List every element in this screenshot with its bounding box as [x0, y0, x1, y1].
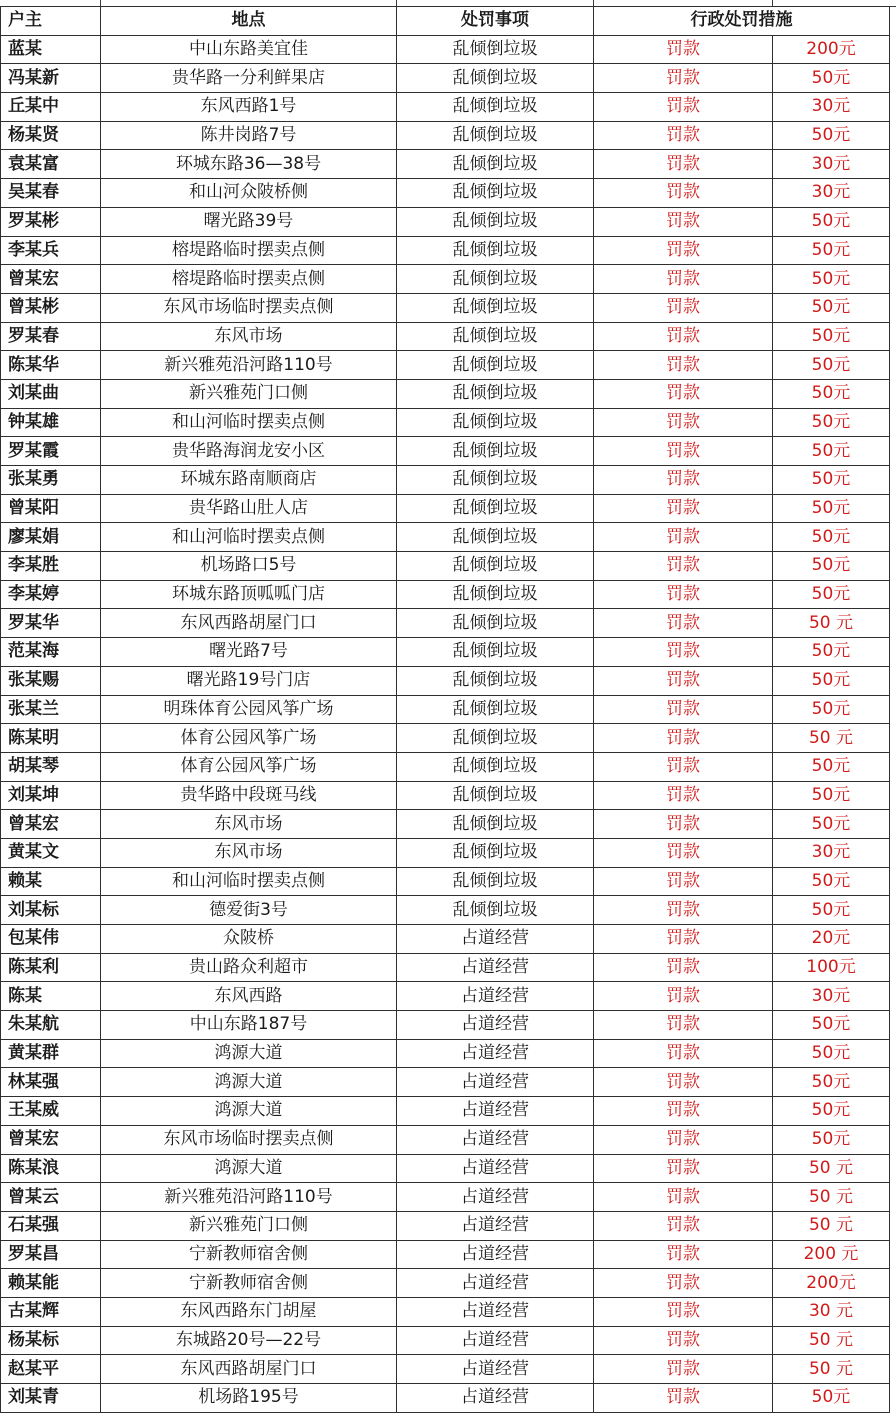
- cell-location[interactable]: 环城东路南顺商店: [101, 466, 397, 495]
- cell-violation[interactable]: 占道经营: [397, 1211, 594, 1240]
- cell-amount[interactable]: 50元: [773, 1384, 890, 1413]
- cell-action[interactable]: 罚款: [594, 896, 773, 925]
- cell-violation[interactable]: 乱倾倒垃圾: [397, 121, 594, 150]
- cell-location[interactable]: 贵华路山肚人店: [101, 494, 397, 523]
- header-location[interactable]: 地点: [101, 7, 397, 36]
- cell-amount[interactable]: 50元: [773, 580, 890, 609]
- cell-action[interactable]: 罚款: [594, 150, 773, 179]
- cell-amount[interactable]: 50元: [773, 64, 890, 93]
- cell-violation[interactable]: 占道经营: [397, 1039, 594, 1068]
- cell-amount[interactable]: 50 元: [773, 1355, 890, 1384]
- cell-location[interactable]: 鸿源大道: [101, 1039, 397, 1068]
- cell-location[interactable]: 东风西路东门胡屋: [101, 1297, 397, 1326]
- cell-name[interactable]: 范某海: [1, 638, 101, 667]
- cell-action[interactable]: 罚款: [594, 1125, 773, 1154]
- cell-violation[interactable]: 乱倾倒垃圾: [397, 896, 594, 925]
- cell-amount[interactable]: 50 元: [773, 1211, 890, 1240]
- cell-violation[interactable]: 乱倾倒垃圾: [397, 609, 594, 638]
- cell-violation[interactable]: 乱倾倒垃圾: [397, 150, 594, 179]
- cell-violation[interactable]: 乱倾倒垃圾: [397, 265, 594, 294]
- cell-location[interactable]: 中山东路美宜佳: [101, 35, 397, 64]
- cell-action[interactable]: 罚款: [594, 408, 773, 437]
- table-row: [1, 666, 890, 695]
- cell-name[interactable]: 杨某标: [1, 1326, 101, 1355]
- cell-amount[interactable]: 50 元: [773, 609, 890, 638]
- cell-location[interactable]: 陈井岗路7号: [101, 121, 397, 150]
- cell-location[interactable]: 环城东路36—38号: [101, 150, 397, 179]
- table-row: [1, 1068, 890, 1097]
- cell-location[interactable]: 东风市场临时摆卖点侧: [101, 293, 397, 322]
- table-row: [1, 236, 890, 265]
- table-row: [1, 810, 890, 839]
- table-row: [1, 925, 890, 954]
- table-row: [1, 1240, 890, 1269]
- table-row: [1, 1355, 890, 1384]
- cell-location[interactable]: 环城东路顶呱呱门店: [101, 580, 397, 609]
- cell-location[interactable]: 曙光路19号门店: [101, 666, 397, 695]
- cell-violation[interactable]: 乱倾倒垃圾: [397, 752, 594, 781]
- table-row: [1, 953, 890, 982]
- cell-action[interactable]: 罚款: [594, 752, 773, 781]
- cell-name[interactable]: 李某兵: [1, 236, 101, 265]
- table-row: [1, 867, 890, 896]
- cell-violation[interactable]: 占道经营: [397, 1125, 594, 1154]
- penalty-table: [0, 6, 890, 1413]
- table-row: [1, 1384, 890, 1413]
- table-row: [1, 265, 890, 294]
- cell-action[interactable]: 罚款: [594, 638, 773, 667]
- cell-action[interactable]: 罚款: [594, 179, 773, 208]
- cell-location[interactable]: 贵华路中段斑马线: [101, 781, 397, 810]
- cell-violation[interactable]: 占道经营: [397, 1011, 594, 1040]
- cell-name[interactable]: 杨某贤: [1, 121, 101, 150]
- cell-amount[interactable]: 50元: [773, 351, 890, 380]
- cell-amount[interactable]: 50元: [773, 781, 890, 810]
- cell-name[interactable]: 石某强: [1, 1211, 101, 1240]
- cell-amount[interactable]: 50元: [773, 666, 890, 695]
- cell-violation[interactable]: 乱倾倒垃圾: [397, 523, 594, 552]
- cell-action[interactable]: 罚款: [594, 293, 773, 322]
- table-row: [1, 1097, 890, 1126]
- table-row: [1, 1154, 890, 1183]
- cell-action[interactable]: 罚款: [594, 1240, 773, 1269]
- cell-amount[interactable]: 100元: [773, 953, 890, 982]
- cell-action[interactable]: 罚款: [594, 1355, 773, 1384]
- cell-violation[interactable]: 乱倾倒垃圾: [397, 781, 594, 810]
- cell-name[interactable]: 朱某航: [1, 1011, 101, 1040]
- cell-amount[interactable]: 50元: [773, 322, 890, 351]
- cell-amount[interactable]: 30元: [773, 982, 890, 1011]
- header-violation[interactable]: 处罚事项: [397, 7, 594, 36]
- cell-violation[interactable]: 乱倾倒垃圾: [397, 93, 594, 122]
- table-row: [1, 408, 890, 437]
- cell-action[interactable]: 罚款: [594, 64, 773, 93]
- cell-amount[interactable]: 50元: [773, 207, 890, 236]
- cell-amount[interactable]: 50 元: [773, 724, 890, 753]
- cell-action[interactable]: 罚款: [594, 35, 773, 64]
- cell-location[interactable]: 榕堤路临时摆卖点侧: [101, 265, 397, 294]
- cell-location[interactable]: 鸿源大道: [101, 1154, 397, 1183]
- cell-action[interactable]: 罚款: [594, 982, 773, 1011]
- cell-amount[interactable]: 50元: [773, 1125, 890, 1154]
- table-row: [1, 838, 890, 867]
- cell-action[interactable]: 罚款: [594, 1384, 773, 1413]
- cell-name[interactable]: 古某辉: [1, 1297, 101, 1326]
- cell-amount[interactable]: 50元: [773, 494, 890, 523]
- cell-action[interactable]: 罚款: [594, 1154, 773, 1183]
- cell-action[interactable]: 罚款: [594, 1326, 773, 1355]
- table-row: [1, 552, 890, 581]
- cell-name[interactable]: 赖某能: [1, 1269, 101, 1298]
- cell-action[interactable]: 罚款: [594, 609, 773, 638]
- table-row: [1, 982, 890, 1011]
- cell-name[interactable]: 赖某: [1, 867, 101, 896]
- cell-name[interactable]: 曾某宏: [1, 810, 101, 839]
- cell-violation[interactable]: 乱倾倒垃圾: [397, 580, 594, 609]
- cell-location[interactable]: 东风西路胡屋门口: [101, 1355, 397, 1384]
- cell-name[interactable]: 罗某霞: [1, 437, 101, 466]
- cell-action[interactable]: 罚款: [594, 810, 773, 839]
- cell-amount[interactable]: 200 元: [773, 1240, 890, 1269]
- cell-location[interactable]: 和山河临时摆卖点侧: [101, 408, 397, 437]
- cell-name[interactable]: 刘某标: [1, 896, 101, 925]
- cell-action[interactable]: 罚款: [594, 552, 773, 581]
- table-row: [1, 1039, 890, 1068]
- cell-location[interactable]: 体育公园风筝广场: [101, 724, 397, 753]
- cell-location[interactable]: 新兴雅苑门口侧: [101, 379, 397, 408]
- cell-action[interactable]: 罚款: [594, 379, 773, 408]
- table-row: [1, 580, 890, 609]
- cell-violation[interactable]: 占道经营: [397, 1240, 594, 1269]
- table-row: [1, 150, 890, 179]
- cell-amount[interactable]: 30 元: [773, 1297, 890, 1326]
- cell-name[interactable]: 吴某春: [1, 179, 101, 208]
- cell-amount[interactable]: 50元: [773, 1039, 890, 1068]
- cell-amount[interactable]: 30元: [773, 179, 890, 208]
- table-row: [1, 638, 890, 667]
- table-row: [1, 293, 890, 322]
- table-row: [1, 179, 890, 208]
- cell-action[interactable]: 罚款: [594, 925, 773, 954]
- cell-violation[interactable]: 占道经营: [397, 925, 594, 954]
- cell-name[interactable]: 曾某阳: [1, 494, 101, 523]
- cell-name[interactable]: 包某伟: [1, 925, 101, 954]
- cell-name[interactable]: 张某勇: [1, 466, 101, 495]
- cell-action[interactable]: 罚款: [594, 1097, 773, 1126]
- header-measure[interactable]: 行政处罚措施: [594, 7, 890, 36]
- cell-amount[interactable]: 50元: [773, 408, 890, 437]
- table-row: [1, 466, 890, 495]
- cell-amount[interactable]: 200元: [773, 1269, 890, 1298]
- cell-amount[interactable]: 50元: [773, 437, 890, 466]
- cell-amount[interactable]: 50元: [773, 236, 890, 265]
- table-row: [1, 351, 890, 380]
- table-row: [1, 609, 890, 638]
- cell-violation[interactable]: 乱倾倒垃圾: [397, 64, 594, 93]
- cell-location[interactable]: 中山东路187号: [101, 1011, 397, 1040]
- table-row: [1, 494, 890, 523]
- cell-violation[interactable]: 占道经营: [397, 1068, 594, 1097]
- table-body: [1, 35, 890, 1412]
- cell-location[interactable]: 新兴雅苑门口侧: [101, 1211, 397, 1240]
- cell-action[interactable]: 罚款: [594, 1183, 773, 1212]
- cell-location[interactable]: 新兴雅苑沿河路110号: [101, 351, 397, 380]
- cell-action[interactable]: 罚款: [594, 93, 773, 122]
- cell-name[interactable]: 王某威: [1, 1097, 101, 1126]
- cell-location[interactable]: 榕堤路临时摆卖点侧: [101, 236, 397, 265]
- cell-amount[interactable]: 50元: [773, 1097, 890, 1126]
- cell-action[interactable]: 罚款: [594, 494, 773, 523]
- cell-location[interactable]: 贵华路一分利鲜果店: [101, 64, 397, 93]
- table-row: [1, 896, 890, 925]
- cell-location[interactable]: 众陂桥: [101, 925, 397, 954]
- cell-action[interactable]: 罚款: [594, 1011, 773, 1040]
- cell-violation[interactable]: 乱倾倒垃圾: [397, 408, 594, 437]
- table-row: [1, 1125, 890, 1154]
- cell-amount[interactable]: 200元: [773, 35, 890, 64]
- cell-amount[interactable]: 50元: [773, 293, 890, 322]
- table-row: [1, 379, 890, 408]
- cell-action[interactable]: 罚款: [594, 695, 773, 724]
- cell-amount[interactable]: 50 元: [773, 1183, 890, 1212]
- cell-violation[interactable]: 乱倾倒垃圾: [397, 437, 594, 466]
- table-row: [1, 724, 890, 753]
- cell-location[interactable]: 东风西路: [101, 982, 397, 1011]
- cell-location[interactable]: 东风市场: [101, 810, 397, 839]
- cell-location[interactable]: 德爱街3号: [101, 896, 397, 925]
- cell-amount[interactable]: 50元: [773, 379, 890, 408]
- cell-location[interactable]: 新兴雅苑沿河路110号: [101, 1183, 397, 1212]
- cell-name[interactable]: 刘某曲: [1, 379, 101, 408]
- cell-violation[interactable]: 占道经营: [397, 1097, 594, 1126]
- table-row: [1, 93, 890, 122]
- cell-amount[interactable]: 50元: [773, 523, 890, 552]
- cell-name[interactable]: 冯某新: [1, 64, 101, 93]
- cell-name[interactable]: 曾某彬: [1, 293, 101, 322]
- cell-action[interactable]: 罚款: [594, 838, 773, 867]
- cell-violation[interactable]: 乱倾倒垃圾: [397, 35, 594, 64]
- cell-amount[interactable]: 20元: [773, 925, 890, 954]
- cell-name[interactable]: 黄某群: [1, 1039, 101, 1068]
- cell-name[interactable]: 袁某富: [1, 150, 101, 179]
- cell-location[interactable]: 东城路20号—22号: [101, 1326, 397, 1355]
- cell-amount[interactable]: 50元: [773, 466, 890, 495]
- cell-violation[interactable]: 乱倾倒垃圾: [397, 666, 594, 695]
- cell-name[interactable]: 张某兰: [1, 695, 101, 724]
- table-row: [1, 1211, 890, 1240]
- cell-location[interactable]: 鸿源大道: [101, 1097, 397, 1126]
- cell-location[interactable]: 和山河临时摆卖点侧: [101, 867, 397, 896]
- cell-name[interactable]: 罗某春: [1, 322, 101, 351]
- cell-violation[interactable]: 乱倾倒垃圾: [397, 810, 594, 839]
- cell-name[interactable]: 林某强: [1, 1068, 101, 1097]
- cell-violation[interactable]: 乱倾倒垃圾: [397, 466, 594, 495]
- cell-action[interactable]: 罚款: [594, 207, 773, 236]
- cell-action[interactable]: 罚款: [594, 265, 773, 294]
- cell-name[interactable]: 胡某琴: [1, 752, 101, 781]
- cell-amount[interactable]: 50元: [773, 1011, 890, 1040]
- cell-action[interactable]: 罚款: [594, 1068, 773, 1097]
- cell-name[interactable]: 钟某雄: [1, 408, 101, 437]
- cell-action[interactable]: 罚款: [594, 867, 773, 896]
- cell-violation[interactable]: 占道经营: [397, 1384, 594, 1413]
- cell-location[interactable]: 曙光路7号: [101, 638, 397, 667]
- cell-action[interactable]: 罚款: [594, 523, 773, 552]
- cell-violation[interactable]: 乱倾倒垃圾: [397, 207, 594, 236]
- cell-amount[interactable]: 50元: [773, 752, 890, 781]
- cell-amount[interactable]: 30元: [773, 838, 890, 867]
- table-row: [1, 752, 890, 781]
- cell-name[interactable]: 陈某华: [1, 351, 101, 380]
- cell-action[interactable]: 罚款: [594, 580, 773, 609]
- cell-amount[interactable]: 30元: [773, 93, 890, 122]
- cell-name[interactable]: 丘某中: [1, 93, 101, 122]
- cell-violation[interactable]: 乱倾倒垃圾: [397, 351, 594, 380]
- cell-location[interactable]: 东风市场临时摆卖点侧: [101, 1125, 397, 1154]
- cell-name[interactable]: 曾某宏: [1, 265, 101, 294]
- cell-violation[interactable]: 乱倾倒垃圾: [397, 322, 594, 351]
- cell-amount[interactable]: 50元: [773, 265, 890, 294]
- table-row: [1, 1269, 890, 1298]
- cell-violation[interactable]: 乱倾倒垃圾: [397, 179, 594, 208]
- cell-violation[interactable]: 乱倾倒垃圾: [397, 552, 594, 581]
- cell-action[interactable]: 罚款: [594, 351, 773, 380]
- cell-name[interactable]: 李某胜: [1, 552, 101, 581]
- cell-action[interactable]: 罚款: [594, 1039, 773, 1068]
- cell-name[interactable]: 黄某文: [1, 838, 101, 867]
- cell-action[interactable]: 罚款: [594, 466, 773, 495]
- cell-name[interactable]: 陈某明: [1, 724, 101, 753]
- cell-action[interactable]: 罚款: [594, 1211, 773, 1240]
- cell-name[interactable]: 曾某宏: [1, 1125, 101, 1154]
- cell-violation[interactable]: 乱倾倒垃圾: [397, 236, 594, 265]
- cell-action[interactable]: 罚款: [594, 1269, 773, 1298]
- cell-violation[interactable]: 乱倾倒垃圾: [397, 867, 594, 896]
- cell-amount[interactable]: 50元: [773, 121, 890, 150]
- cell-location[interactable]: 东风西路胡屋门口: [101, 609, 397, 638]
- cell-location[interactable]: 曙光路39号: [101, 207, 397, 236]
- table-row: [1, 1011, 890, 1040]
- table-row: [1, 695, 890, 724]
- cell-violation[interactable]: 占道经营: [397, 1154, 594, 1183]
- cell-violation[interactable]: 乱倾倒垃圾: [397, 695, 594, 724]
- cell-violation[interactable]: 乱倾倒垃圾: [397, 494, 594, 523]
- cell-violation[interactable]: 占道经营: [397, 1355, 594, 1384]
- cell-location[interactable]: 机场路口5号: [101, 552, 397, 581]
- cell-location[interactable]: 体育公园风筝广场: [101, 752, 397, 781]
- cell-location[interactable]: 贵华路海润龙安小区: [101, 437, 397, 466]
- cell-violation[interactable]: 乱倾倒垃圾: [397, 638, 594, 667]
- cell-amount[interactable]: 30元: [773, 150, 890, 179]
- cell-violation[interactable]: 占道经营: [397, 1297, 594, 1326]
- cell-violation[interactable]: 占道经营: [397, 953, 594, 982]
- cell-name[interactable]: 张某赐: [1, 666, 101, 695]
- header-name[interactable]: 户主: [1, 7, 101, 36]
- cell-violation[interactable]: 占道经营: [397, 982, 594, 1011]
- table-row: [1, 437, 890, 466]
- cell-action[interactable]: 罚款: [594, 437, 773, 466]
- cell-amount[interactable]: 50 元: [773, 1326, 890, 1355]
- cell-violation[interactable]: 占道经营: [397, 1326, 594, 1355]
- cell-name[interactable]: 刘某坤: [1, 781, 101, 810]
- cell-amount[interactable]: 50元: [773, 810, 890, 839]
- cell-amount[interactable]: 50元: [773, 695, 890, 724]
- cell-action[interactable]: 罚款: [594, 236, 773, 265]
- cell-action[interactable]: 罚款: [594, 121, 773, 150]
- cell-action[interactable]: 罚款: [594, 953, 773, 982]
- table-row: [1, 207, 890, 236]
- table-row: [1, 35, 890, 64]
- table-row: [1, 121, 890, 150]
- cell-location[interactable]: 明珠体育公园风筝广场: [101, 695, 397, 724]
- table-row: [1, 322, 890, 351]
- cell-name[interactable]: 曾某云: [1, 1183, 101, 1212]
- cell-name[interactable]: 陈某: [1, 982, 101, 1011]
- cell-violation[interactable]: 占道经营: [397, 1269, 594, 1298]
- cell-amount[interactable]: 50元: [773, 896, 890, 925]
- cell-location[interactable]: 宁新教师宿舍侧: [101, 1240, 397, 1269]
- cell-location[interactable]: 贵山路众利超市: [101, 953, 397, 982]
- cell-name[interactable]: 蓝某: [1, 35, 101, 64]
- cell-name[interactable]: 廖某娟: [1, 523, 101, 552]
- cell-location[interactable]: 和山河临时摆卖点侧: [101, 523, 397, 552]
- cell-action[interactable]: 罚款: [594, 724, 773, 753]
- cell-amount[interactable]: 50元: [773, 1068, 890, 1097]
- table-row: [1, 1297, 890, 1326]
- cell-name[interactable]: 赵某平: [1, 1355, 101, 1384]
- cell-action[interactable]: 罚款: [594, 781, 773, 810]
- cell-location[interactable]: 东风市场: [101, 322, 397, 351]
- table-row: [1, 1326, 890, 1355]
- cell-action[interactable]: 罚款: [594, 322, 773, 351]
- cell-name[interactable]: 罗某彬: [1, 207, 101, 236]
- cell-location[interactable]: 机场路195号: [101, 1384, 397, 1413]
- cell-amount[interactable]: 50 元: [773, 1154, 890, 1183]
- table-row: [1, 1183, 890, 1212]
- cell-amount[interactable]: 50元: [773, 638, 890, 667]
- cell-name[interactable]: 罗某华: [1, 609, 101, 638]
- cell-location[interactable]: 鸿源大道: [101, 1068, 397, 1097]
- cell-name[interactable]: 李某婷: [1, 580, 101, 609]
- cell-location[interactable]: 东风市场: [101, 838, 397, 867]
- cell-violation[interactable]: 占道经营: [397, 1183, 594, 1212]
- cell-name[interactable]: 陈某浪: [1, 1154, 101, 1183]
- cell-amount[interactable]: 50元: [773, 552, 890, 581]
- table-row: [1, 781, 890, 810]
- cell-name[interactable]: 罗某昌: [1, 1240, 101, 1269]
- cell-violation[interactable]: 乱倾倒垃圾: [397, 724, 594, 753]
- cell-location[interactable]: 和山河众陂桥侧: [101, 179, 397, 208]
- header-row: [1, 7, 890, 36]
- cell-location[interactable]: 东风西路1号: [101, 93, 397, 122]
- cell-location[interactable]: 宁新教师宿舍侧: [101, 1269, 397, 1298]
- cell-violation[interactable]: 乱倾倒垃圾: [397, 293, 594, 322]
- cell-action[interactable]: 罚款: [594, 666, 773, 695]
- cell-violation[interactable]: 乱倾倒垃圾: [397, 379, 594, 408]
- cell-violation[interactable]: 乱倾倒垃圾: [397, 838, 594, 867]
- table-row: [1, 64, 890, 93]
- cell-amount[interactable]: 50元: [773, 867, 890, 896]
- cell-name[interactable]: 刘某青: [1, 1384, 101, 1413]
- table-row: [1, 523, 890, 552]
- cell-action[interactable]: 罚款: [594, 1297, 773, 1326]
- cell-name[interactable]: 陈某利: [1, 953, 101, 982]
